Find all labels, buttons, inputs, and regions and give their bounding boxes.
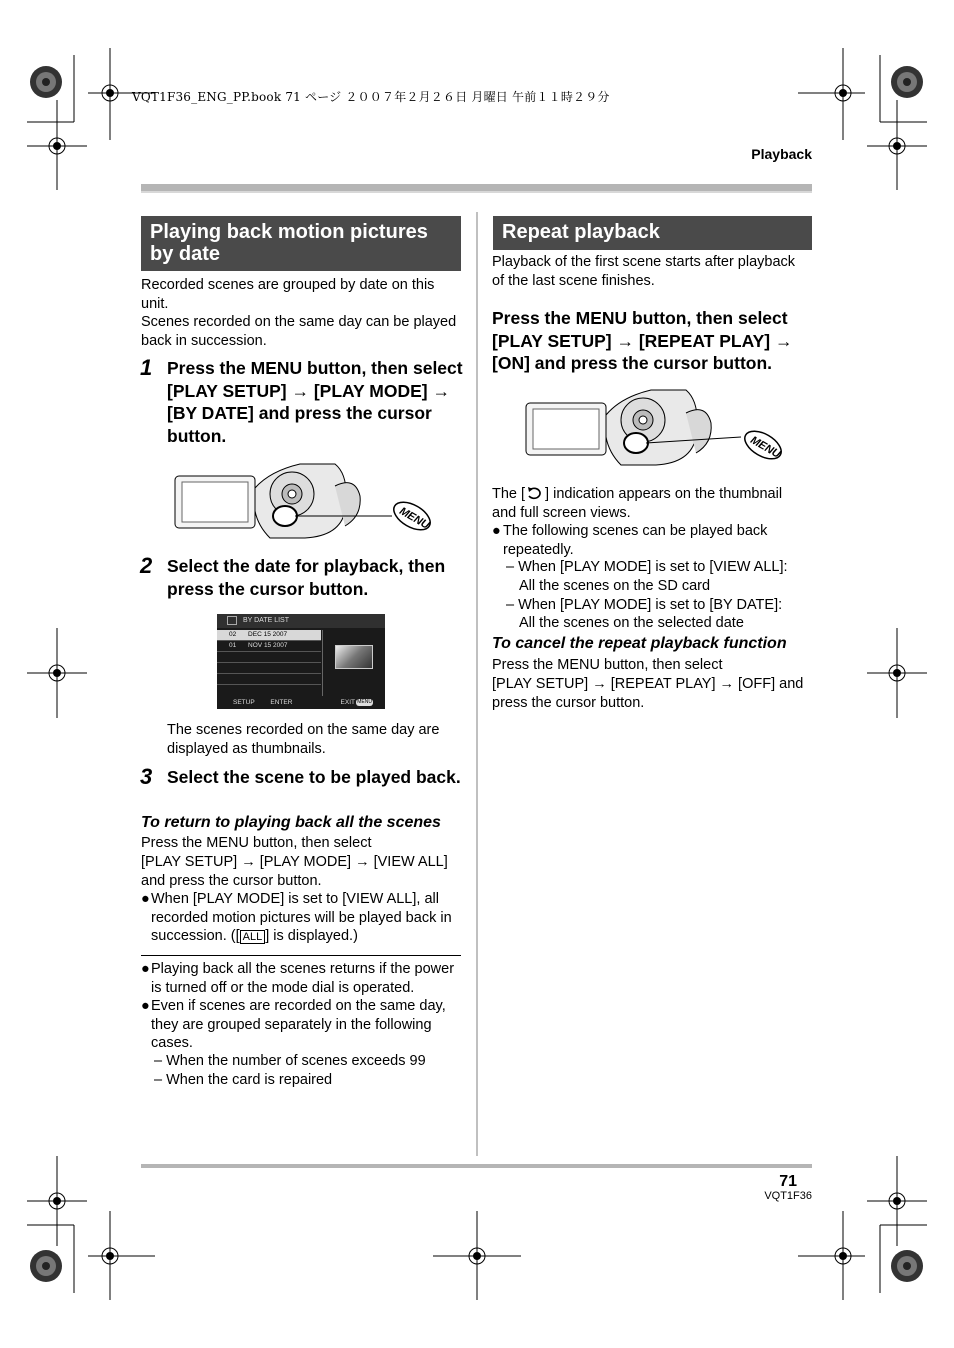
menu-button-label: MENU — [397, 505, 432, 532]
column-divider — [476, 212, 478, 1156]
step-2-text: Select the date for playback, then press the cursor button. — [167, 556, 446, 599]
return-text-2: [PLAY SETUP] → [PLAY MODE] → [VIEW ALL] — [141, 854, 448, 870]
top-rule — [141, 184, 812, 193]
return-bullet-text-b: ] is displayed.) — [265, 928, 358, 944]
date-list-screen — [217, 614, 385, 709]
bullet-dot: ● — [492, 523, 501, 539]
bullet-dot: ● — [141, 961, 150, 977]
step-3-number: 3 — [140, 764, 153, 789]
date-row — [217, 630, 321, 641]
list-icon — [227, 616, 237, 625]
indication-text — [492, 485, 810, 522]
left-intro-1: Recorded scenes are grouped by date on this unit. — [141, 277, 435, 312]
repeat-dash-1b: All the scenes on the SD card — [519, 578, 711, 594]
return-text-1: Press the MENU button, then select — [141, 835, 372, 851]
menu-badge: MENU — [357, 699, 372, 705]
section-label: Playback — [751, 146, 812, 162]
footer-exit: EXIT — [340, 699, 355, 706]
empty-row — [217, 663, 321, 674]
repeat-dash-1a: – When [PLAY MODE] is set to [VIEW ALL]: — [506, 559, 788, 575]
screen-footer — [217, 696, 385, 709]
left-intro-2: Scenes recorded on the same day can be played back in succession. — [141, 314, 457, 349]
step-1-text: Press the MENU button, then select [PLAY SETUP] → [PLAY MODE] → [BY DATE] and press the cursor button. — [167, 358, 463, 446]
empty-row — [217, 674, 321, 685]
return-bullet-text-a: When [PLAY MODE] is set to [VIEW ALL], all recorded motion pictures will be played back in succession. ([ — [151, 891, 452, 944]
note-2: Even if scenes are recorded on the same day, they are grouped separately in the following cases. — [151, 998, 446, 1051]
row-date: DEC 15 2007 — [248, 631, 288, 638]
bullet-dot: ● — [141, 998, 150, 1014]
return-bullet — [151, 890, 463, 947]
notes-rule — [141, 955, 461, 956]
return-heading: To return to playing back all the scenes — [141, 814, 441, 831]
menu-button-label-2: MENU — [748, 434, 783, 461]
thumbnail-image — [335, 645, 373, 669]
print-info: VQT1F36_ENG_PP.book 71 ページ ２００７年２月２６日 月曜日 午前１１時２９分 — [132, 90, 610, 104]
camera-menu-illustration — [170, 456, 435, 541]
repeat-dash-2a: – When [PLAY MODE] is set to [BY DATE]: — [506, 597, 783, 613]
footer-setup: SETUP — [233, 699, 255, 706]
indication-text-a: The [ — [492, 486, 526, 502]
bullet-dot: ● — [141, 891, 150, 907]
row-number: 01 — [229, 642, 237, 649]
repeat-step-text: Press the MENU button, then select [PLAY SETUP] → [REPEAT PLAY] → [ON] and press the cursor button. — [492, 308, 793, 373]
repeat-dash-2b: All the scenes on the selected date — [519, 615, 744, 631]
step-1-number: 1 — [140, 355, 153, 380]
screen-title: BY DATE LIST — [242, 617, 289, 624]
repeat-bullet: The following scenes can be played back repeatedly. — [503, 523, 768, 558]
step-2-number: 2 — [140, 553, 153, 578]
page-number: 71 — [779, 1173, 797, 1190]
note-dash-1: – When the number of scenes exceeds 99 — [154, 1053, 426, 1069]
cancel-heading: To cancel the repeat playback function — [492, 635, 787, 652]
return-text-3: and press the cursor button. — [141, 873, 322, 889]
screen-header — [217, 614, 385, 628]
repeat-icon — [525, 486, 545, 500]
footer-enter: ENTER — [270, 699, 293, 706]
document-code: VQT1F36 — [764, 1190, 812, 1202]
cancel-text-3: press the cursor button. — [492, 695, 645, 711]
left-heading: Playing back motion pictures by date — [141, 216, 461, 271]
right-heading: Repeat playback — [493, 216, 812, 250]
step-2-note: The scenes recorded on the same day are displayed as thumbnails. — [167, 722, 440, 757]
note-1: Playing back all the scenes returns if the power is turned off or the mode dial is operated. — [151, 961, 455, 996]
cancel-text-1: Press the MENU button, then select — [492, 657, 723, 673]
step-3-text: Select the scene to be played back. — [167, 767, 461, 787]
indication-text-b: ] indication appears on the thumbnail and full screen views. — [492, 486, 783, 521]
row-date: NOV 15 2007 — [248, 642, 288, 649]
note-dash-2: – When the card is repaired — [154, 1072, 333, 1088]
screen-divider — [322, 630, 323, 696]
date-row — [217, 641, 321, 652]
all-indicator: ALL — [240, 930, 266, 944]
cancel-text-2: [PLAY SETUP] → [REPEAT PLAY] → [OFF] and — [492, 676, 804, 692]
empty-row — [217, 685, 321, 695]
right-intro: Playback of the first scene starts after playback of the last scene finishes. — [492, 254, 796, 289]
bottom-rule — [141, 1164, 812, 1168]
row-number: 02 — [229, 631, 237, 638]
camera-menu-illustration-2 — [523, 385, 788, 470]
empty-row — [217, 652, 321, 663]
